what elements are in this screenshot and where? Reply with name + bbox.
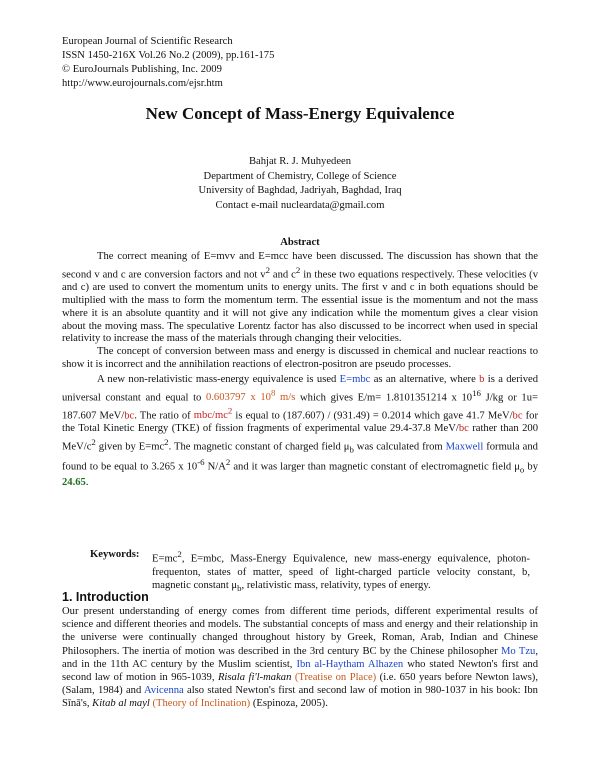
ratio-value: 24.65 [62, 476, 86, 488]
keywords-label: Keywords: [90, 549, 140, 560]
journal-header [62, 35, 274, 91]
intro-paragraph: Our present understanding of energy comes from different time periods, different experimental results of science and different theories and models. The substantial concepts of mass and energy and their relationship in the universe were continually changed throughout history by Greek, Roman, Arab, Indian and Chinese Philosophers. The inertia of motion was described in the 3rd century BC by the Chinese philosopher Mo Tzu, and in the 11th AC century by the Muslim scientist, Ibn al-Haytham Alhazen who stated Newton's first and second law of motion in 965-1039, Risala fi'l-makan (Treatise on Place) (i.e. 650 years before Newton laws), (Salam, 1984) and Avicenna also stated Newton's first and second law of motion in 980-1037 in his book: Ibn Sīnā's, Kitab al mayl (Theory of Inclination) (Espinoza, 2005). [62, 606, 538, 710]
section-heading-introduction: 1. Introduction [62, 590, 149, 604]
abstract-paragraph-1: The correct meaning of E=mvv and E=mcc have been discussed. The discussion has shown that the second v and c are conversion factors and not $v^2$ and $c^2$ in these two equations respectively. These velocities (v and c) are used to convert the momentum units to energy units. The first v and c in both equations should be multiplied with the mass to form the momentum term. The essential issue is the momentum and not the mass where it is an absolute quantity and it will not give any indication while the momentum gives a clear vision about the moving mass. The speculative Lorentz factor has also discussed to be incorrect when used in special relativity to increase the mass of the materials through changing their velocities. [62, 251, 538, 345]
treatise-link[interactable]: (Treatise on Place) [294, 672, 377, 684]
b-constant-value[interactable]: 0.603797 x $10^8$ m/s [205, 387, 296, 404]
introduction-body [62, 605, 538, 711]
author-university: University of Baghdad, Jadriyah, Baghdad, Iraq [198, 185, 402, 196]
journal-name: European Journal of Scientific Research [62, 36, 233, 47]
author-email: Contact e-mail nucleardata@gmail.com [215, 199, 385, 211]
abstract-paragraph-2: The concept of conversion between mass and energy is discussed in chemical and nuclear reactions to show it is incorrect and the annihilation reactions of electron-positron are pseudo processes. [62, 346, 538, 370]
inclination-link[interactable]: (Theory of Inclination) [152, 698, 251, 710]
paper-title: New Concept of Mass-Energy Equivalence [145, 104, 455, 123]
emb-link[interactable]: E=mbc [339, 373, 371, 385]
journal-url[interactable]: http://www.eurojournals.com/ejsr.htm [62, 78, 223, 89]
keywords-text: $E=mc^2$, E=mbc, Mass-Energy Equivalence, new mass-energy equivalence, photon-frequenton, states of matter, speed of light-charged particle velocity constant, b, magnetic constant $\mu_b$, relativistic mass, relativity, types of energy. [152, 549, 530, 594]
avicenna-link[interactable]: Avicenna [143, 685, 184, 697]
author-name: Bahjat R. J. Muhyedeen [248, 156, 352, 167]
author-department: Department of Chemistry, College of Science [203, 170, 397, 182]
abstract-paragraph-3: A new non-relativistic mass-energy equivalence is used E=mbc as an alternative, where b is a derived universal constant and equal to 0.603797 x $10^8$ m/s which gives E/m= 1.8101351214 x $10^{16}$ J/kg or 1u= 187.607 MeV/bc. The ratio of mbc/$mc^2$ is equal to (187.607) / (931.49) = 0.2014 which gave 41.7 MeV/bc for the Total Kinetic Energy (TKE) of fission fragments of experimental value 29.4-37.8 MeV/bc rather than 200 MeV/$c^2$ given by $E=mc^2$. The magnetic constant of charged field $\mu_b$ was calculated from Maxwell formula and found to be equal to 3.265 x $10^{-6}$ $N/A^2$ and it was larger than magnetic constant of electromagnetic field $\mu_o$ by 24.65. [62, 373, 539, 488]
mo-tzu-link[interactable]: Mo Tzu [500, 645, 536, 657]
abstract-heading: Abstract [280, 237, 320, 248]
maxwell-link[interactable]: Maxwell [445, 441, 484, 453]
abstract-body [62, 251, 538, 490]
journal-copyright: © EuroJournals Publishing, Inc. 2009 [62, 64, 222, 75]
journal-issn: ISSN 1450-216X Vol.26 No.2 (2009), pp.161-175 [62, 50, 275, 61]
alhazen-link[interactable]: Ibn al-Haytham Alhazen [296, 658, 404, 670]
author-block [0, 155, 600, 213]
mbc-ratio: mbc/$mc^2$ [193, 405, 233, 422]
